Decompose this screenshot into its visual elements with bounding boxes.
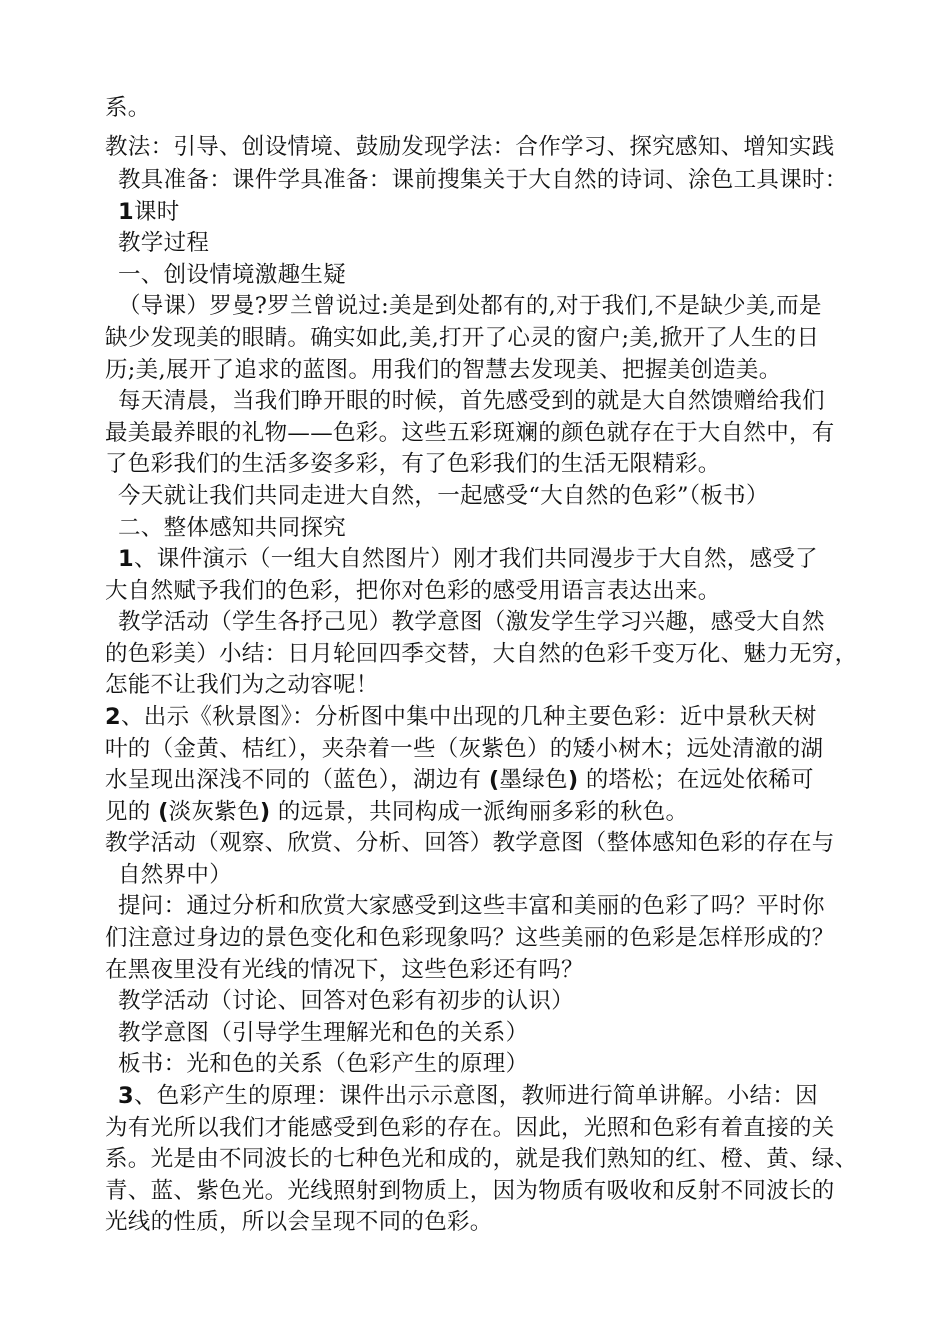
text-line: 为有光所以我们才能感受到色彩的存在。因此，光照和色彩有着直接的关 <box>105 1115 835 1141</box>
text-line: 了色彩我们的生活多姿多彩，有了色彩我们的生活无限精彩。 <box>105 451 721 477</box>
text-line: 大自然赋予我们的色彩，把你对色彩的感受用语言表达出来。 <box>105 578 721 604</box>
text-line: 今天就让我们共同走进大自然，一起感受“大自然的色彩”（板书） <box>118 483 769 509</box>
section-heading-1: 一、创设情境激趣生疑 <box>118 262 347 288</box>
text-line: 自然界中） <box>118 862 233 888</box>
text-line: 缺少发现美的眼睛。确实如此,美,打开了心灵的窗户;美,掀开了人生的日 <box>105 325 820 351</box>
text-line: 在黑夜里没有光线的情况下，这些色彩还有吗？ <box>105 957 584 983</box>
text-line: （导课）罗曼?罗兰曾说过:美是到处都有的,对于我们,不是缺少美,而是 <box>118 293 822 319</box>
color-name-light-gray-purple: 淡灰紫色 <box>168 799 260 825</box>
text-line: 教学活动（观察、欣赏、分析、回答）教学意图（整体感知色彩的存在与 <box>105 830 835 856</box>
numbered-item-3: 3、色彩产生的原理：课件出示示意图，教师进行简单讲解。小结：因 <box>118 1083 818 1109</box>
color-name-dark-green: 墨绿色 <box>499 767 568 793</box>
text-line-with-color: 水呈现出深浅不同的（蓝色），湖边有 (墨绿色) 的塔松；在远处依稀可 <box>105 767 814 793</box>
numbered-item-1: 1、课件演示（一组大自然图片）刚才我们共同漫步于大自然，感受了 <box>118 546 818 572</box>
text-line: 系。光是由不同波长的七种色光和成的，就是我们熟知的红、橙、黄、绿、 <box>105 1146 858 1172</box>
section-heading-2: 二、整体感知共同探究 <box>118 515 347 541</box>
item-number: 2 <box>105 704 121 730</box>
item-number: 1 <box>118 546 134 572</box>
text-line: 青、蓝、紫色光。光线照射到物质上，因为物质有吸收和反射不同波长的 <box>105 1178 835 1204</box>
text-line: 系。 <box>105 95 151 121</box>
text-line: 叶的（金黄、桔红），夹杂着一些（灰紫色）的矮小树木；远处清澈的湖 <box>105 736 824 762</box>
text-line-teaching-tools: 教具准备：课件学具准备：课前搜集关于大自然的诗词、涂色工具课时： <box>118 167 848 193</box>
text-line: 怎能不让我们为之动容呢！ <box>105 672 379 698</box>
section-heading-process: 教学过程 <box>118 230 210 256</box>
text-line-class-hours: 1课时 <box>118 199 180 225</box>
text-line: 教学活动（学生各抒己见）教学意图（激发学生学习兴趣，感受大自然 <box>118 609 825 635</box>
text-line: 每天清晨，当我们睁开眼的时候，首先感受到的就是大自然馈赠给我们 <box>118 388 825 414</box>
item-number: 3 <box>118 1083 134 1109</box>
numbered-item-2: 2、出示《秋景图》：分析图中集中出现的几种主要色彩：近中景秋天树 <box>105 704 817 730</box>
text-line: 最美最养眼的礼物——色彩。这些五彩斑斓的颜色就存在于大自然中，有 <box>105 420 835 446</box>
text-line-teaching-method: 教法：引导、创设情境、鼓励发现学法：合作学习、探究感知、增知实践 <box>105 134 835 160</box>
text-line: 提问：通过分析和欣赏大家感受到这些丰富和美丽的色彩了吗？平时你 <box>118 893 825 919</box>
blackboard-note: 板书：光和色的关系（色彩产生的原理） <box>118 1051 529 1077</box>
text-line: 的色彩美）小结：日月轮回四季交替，大自然的色彩千变万化、魅力无穷， <box>105 641 858 667</box>
text-line: 历;美,展开了追求的蓝图。用我们的智慧去发现美、把握美创造美。 <box>105 357 782 383</box>
text-line-with-color: 见的 (淡灰紫色) 的远景，共同构成一派绚丽多彩的秋色。 <box>105 799 689 825</box>
text-line: 教学活动（讨论、回答对色彩有初步的认识） <box>118 988 575 1014</box>
text-line: 们注意过身边的景色变化和色彩现象吗？这些美丽的色彩是怎样形成的？ <box>105 925 835 951</box>
class-hours-number: 1 <box>118 199 134 225</box>
text-line: 光线的性质，所以会呈现不同的色彩。 <box>105 1209 493 1235</box>
text-line: 教学意图（引导学生理解光和色的关系） <box>118 1020 529 1046</box>
